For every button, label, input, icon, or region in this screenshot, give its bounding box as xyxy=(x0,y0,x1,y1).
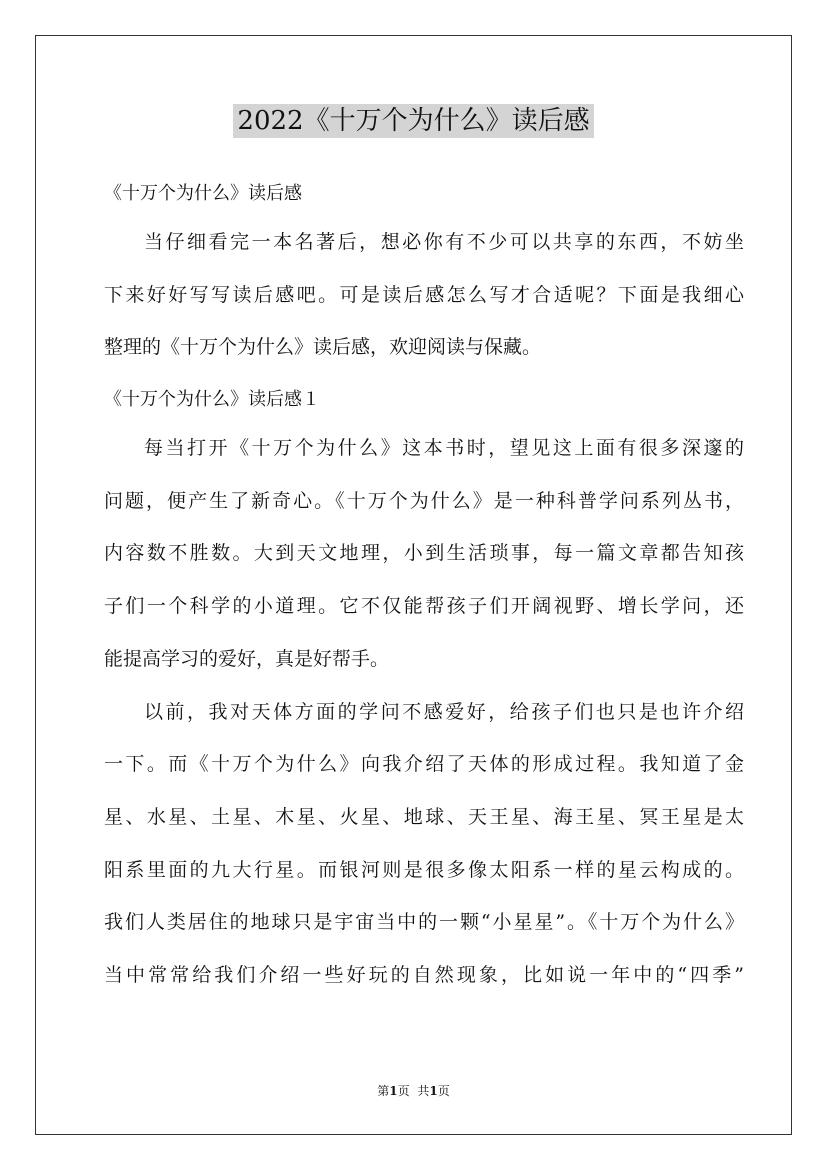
text-line: 能提高学习的爱好，真是好帮手。 xyxy=(104,647,390,670)
total-prefix: 共 xyxy=(417,1084,430,1098)
text-line: 当中常常给我们介绍一些好玩的自然现象，比如说一年中的“四季” xyxy=(104,963,744,986)
page-prefix: 第 xyxy=(377,1084,390,1098)
text-line: 一下。而《十万个为什么》向我介绍了天体的形成过程。我知道了金 xyxy=(104,753,744,776)
text-line: 下来好好写写读后感吧。可是读后感怎么写才合适呢？下面是我细心 xyxy=(104,283,744,306)
text-line: 当仔细看完一本名著后，想必你有不少可以共享的东西，不妨坐 xyxy=(144,231,744,253)
total-pages: 1 xyxy=(429,1084,438,1098)
text-line: 每当打开《十万个为什么》这本书时，望见这上面有很多深邃的 xyxy=(144,437,744,460)
section-heading: 《十万个为什么》读后感１ xyxy=(104,389,320,411)
text-line: 整理的《十万个为什么》读后感，欢迎阅读与保藏。 xyxy=(104,336,542,359)
total-suffix: 页 xyxy=(437,1084,450,1098)
text-line: 星、水星、土星、木星、火星、地球、天王星、海王星、冥王星是太 xyxy=(104,805,744,828)
text-line: 阳系里面的九大行星。而银河则是很多像太阳系一样的星云构成的。 xyxy=(104,858,744,881)
page-number: 1 xyxy=(389,1084,398,1098)
text-line: 以前，我对天体方面的学问不感爱好，给孩子们也只是也许介绍 xyxy=(144,700,744,723)
text-line: 问题，便产生了新奇心。《十万个为什么》是一种科普学问系列丛书， xyxy=(104,489,744,512)
section-heading: 《十万个为什么》读后感 xyxy=(104,183,302,204)
page-suffix: 页 xyxy=(397,1084,410,1098)
document-title-text: 2022《十万个为什么》读后感 xyxy=(233,104,593,138)
text-line: 子们一个科学的小道理。它不仅能帮孩子们开阔视野、增长学问，还 xyxy=(104,595,744,618)
document-body xyxy=(104,178,744,1012)
document-title xyxy=(0,103,827,139)
text-line: 内容数不胜数。大到天文地理，小到生活琐事，每一篇文章都告知孩 xyxy=(104,542,744,565)
text-line: 我们人类居住的地球只是宇宙当中的一颗“小星星”。《十万个为什么》 xyxy=(104,911,744,934)
page-footer xyxy=(0,1083,827,1099)
